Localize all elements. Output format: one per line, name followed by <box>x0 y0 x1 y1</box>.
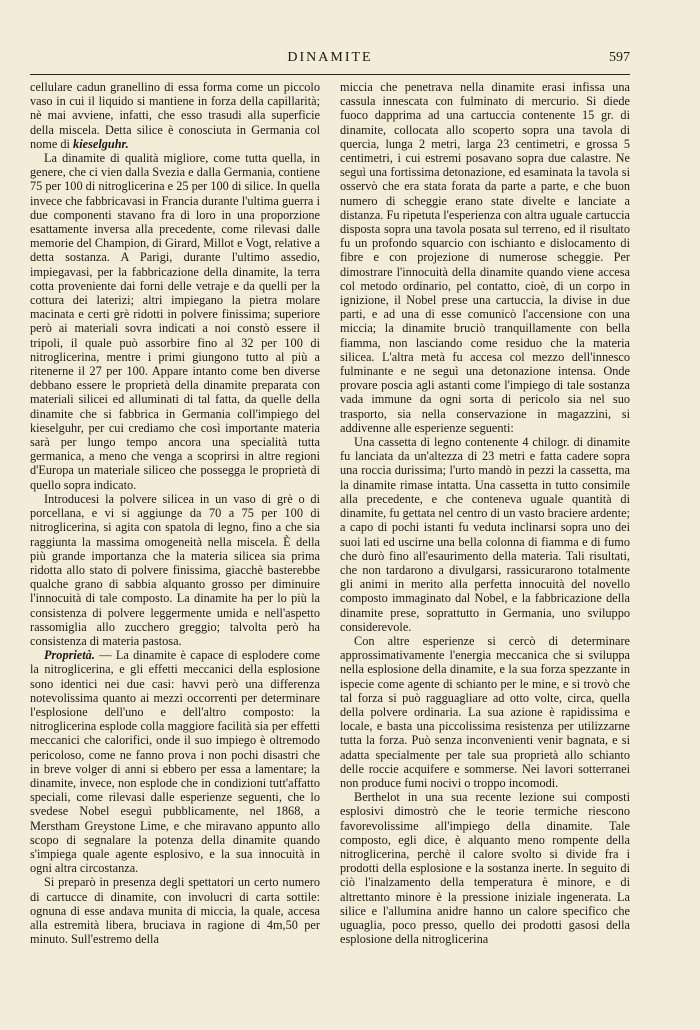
paragraph: miccia che penetrava nella dinamite erasi infissa una cassula innescata con fulminato di mercurio. Si diede fuoco dapprima ad una cartuccia contenente 15 gr. di dinamite, collocata allo scoperto sopra una tavola di quercia, lunga 2 metri, larga 23 centimetri, e grossa 5 centimetri, i cui estremi posavano sopra due calastre. Ne seguì una fortissima detonazione, ed esaminata la tavola si osservò che era stata forata da parte a parte, e che buon numero di scheggie erano state divelte e lanciate a distanza. Fu ripetuta l'esperienza con altra uguale cartuccia disposta sopra una tavola posata sul terreno, ed il risultato fu un profondo squarcio con ischianto e dislocamento di fibre e con projezione di numerose scheggie. Per dimostrare l'innocuità della dinamite quando viene accesa col metodo ordinario, pel contatto, cioè, di un corpo in ignizione, il Nobel prese una cartuccia, la divise in due parti, e ad una di esse comunicò l'accensione con una miccia; la dinamite bruciò tranquillamente con bella fiamma, non lasciando come residuo che la materia silicea. L'altra metà fu accesa col mezzo dell'innesco fulminante e ne seguì una detonazione intensa. Onde provare poscia agli astanti come l'impiego di tale sostanza vada immune da ogni sorta di pericolo sia nel suo trasporto, sia nella conservazione in magazzini, si addivenne alle esperienze seguenti: <box>340 80 630 435</box>
right-column <box>340 80 630 980</box>
paragraph-text: cellulare cadun granellino di essa forma come un piccolo vaso in cui il liquido si mantiene in forza della capillarità; nè mai avviene, infatti, che esso trasudi alla superficie della miscela. Detta silice è conosciuta in Germania col nome di <box>30 80 320 151</box>
paragraph: Con altre esperienze si cercò di determinare approssimativamente l'energia meccanica che si sviluppa nella esplosione della dinamite, e la sua forza spezzante in ispecie come agente di schianto per le mine, e si trovò che tal forza si può ragguagliare ad otto volte, circa, quella della polvere ordinaria. La sua azione è rapidissima e locale, e basta una piccolissima resistenza per utilizzarne tutta la forza. Può senza inconvenienti venir bagnata, e si adatta specialmente per tale sua proprietà allo schianto delle roccie acquifere e sommerse. Nei lavori sotterranei non produce fumi nocivi o troppo incomodi. <box>340 633 630 790</box>
paragraph: Una cassetta di legno contenente 4 chilogr. di dinamite fu lanciata da un'altezza di 23 metri e fatta cadere sopra una roccia durissima; l'urto mandò in pezzi la cassetta, ma la dinamite rimase intatta. Una cassetta in tutto consimile alla precedente, e che conteneva uguale quantità di dinamite, fu gettata nel centro di un vasto braciere ardente; a capo di pochi istanti fu veduta inclinarsi sopra uno dei suoi lati ed uscirne una bella colonna di fiamma e di fumo che durò fino all'esaurimento della materia. Tali risultati, che non tardarono a divulgarsi, rassicurarono totalmente gli animi in merito alla perfetta innocuità del novello composto immaginato dal Nobel, e la fabbricazione della dinamite prese, soprattutto in Germania, uno sviluppo considerevole. <box>340 435 630 634</box>
left-column <box>30 80 320 980</box>
text-columns <box>30 80 630 980</box>
kieselguhr-term: kieselguhr. <box>73 136 129 151</box>
paragraph: Berthelot in una sua recente lezione sui composti esplosivi dimostrò che le teorie termiche riescono favorevolissime all'impiego della dinamite. Tale composto, egli dice, è alquanto meno rompente della nitroglicerina, perchè il calore svolto si divide fra i prodotti della esplosione e la sostanza inerte. In seguito di ciò l'inalzamento della temperatura è minore, e di altrettanto minore è la pressione iniziale ingenerata. La silice e l'allumina anidre hanno un calore specifico che uguaglia, poco presso, quello dei prodotti gasosi della esplosione della nitroglicerina <box>340 790 630 947</box>
page-header <box>30 50 630 72</box>
paragraph-text: — La dinamite è capace di esplodere come la nitroglicerina, e gli effetti meccanici della esplosione sono identici nei due casi: havvi però una differenza notevolissima quanto ai mezzi occorrenti per determinare l'esplosione dell'uno e dell'altro composto: la nitroglicerina esplode colla maggiore facilità sia per effetti meccanici che calorifici, onde il suo impiego è oltremodo pericoloso, come ne fanno prova i non pochi disastri che in breve volger di anni si ebbero per essa a lamentare; la dinamite, invece, non esplode che in condizioni tutt'affatto speciali, come rilevasi dalle esperienze seguenti, che lo svedese Nobel eseguì pubblicamente, nel 1868, a Merstham Greystone Lime, e che miravano appunto allo scopo di segnalare la potenza della dinamite quando s'impiega quale agente esplosivo, e la sua innocuità in ogni altra circostanza. <box>30 648 320 876</box>
running-head: DINAMITE <box>287 50 373 65</box>
section-heading-proprieta: Proprietà. <box>44 648 95 663</box>
paragraph <box>30 80 320 151</box>
paragraph: Si preparò in presenza degli spettatori un certo numero di cartucce di dinamite, con involucri di carta sottile: ognuna di esse andava munita di miccia, la quale, accesa alla estremità libera, bruciava in ragione di 4m,50 per minuto. Sull'estremo della <box>30 875 320 947</box>
page-number: 597 <box>609 50 630 65</box>
header-rule <box>30 74 630 75</box>
paragraph: La dinamite di qualità migliore, come tutta quella, in genere, che ci vien dalla Svezia e dalla Germania, contiene 75 per 100 di nitroglicerina e 25 per 100 di silice. In quella invece che fabbricavasi in Francia durante l'ultima guerra i due componenti stavano fra di loro in una proporzione esattamente inversa alla precedente, come rilevasi dalle memorie del Champion, di Girard, Millot e Vogt, relative a detta sostanza. A Parigi, durante l'ultimo assedio, impiegavasi, per la fabbricazione della dinamite, la terra cotta proveniente dai forni delle vetraje e da quelli per la cottura dei laterizi; altri impiegano la pietra molare macinata e certi grè ridotti in polvere finissima; superiore però ai materiali sovra indicati a noi constò essere il tripoli, il quale può assorbire fino al 32 per 100 di nitroglicerina, mentre i primi giungono tutto al più a ritenerne il 27 per 100. Appare intanto come ben diverse debbano essere le proprietà della dinamite preparata con materiali silicei ed alluminati di tal fatta, da quelle della dinamite che si fabbrica in Germania coll'impiego del kieselguhr, per cui crediamo che così importante materia sarà per lungo tempo ancora una specialità tutta germanica, a meno che venga a scoprirsi in altre regioni d'Europa un materiale siliceo che possegga le proprietà di quello sopra indicato. <box>30 151 320 492</box>
paragraph <box>30 648 320 875</box>
paragraph: Introducesi la polvere silicea in un vaso di grè o di porcellana, e vi si aggiunge da 70 a 75 per 100 di nitroglicerina, si agita con spatola di legno, fino a che sia raggiunta la massima omogeneità nella miscela. È della più grande importanza che la materia silicea sia prima ridotta allo stato di polvere finissima, giacchè basterebbe qualche grano di sabbia alquanto grosso per diminuire l'innocuità di tale composto. La dinamite ha per lo più la consistenza di polvere leggermente umida e nell'aspetto rassomiglia allo zucchero greggio; talvolta però ha consistenza di materia pastosa. <box>30 491 320 648</box>
